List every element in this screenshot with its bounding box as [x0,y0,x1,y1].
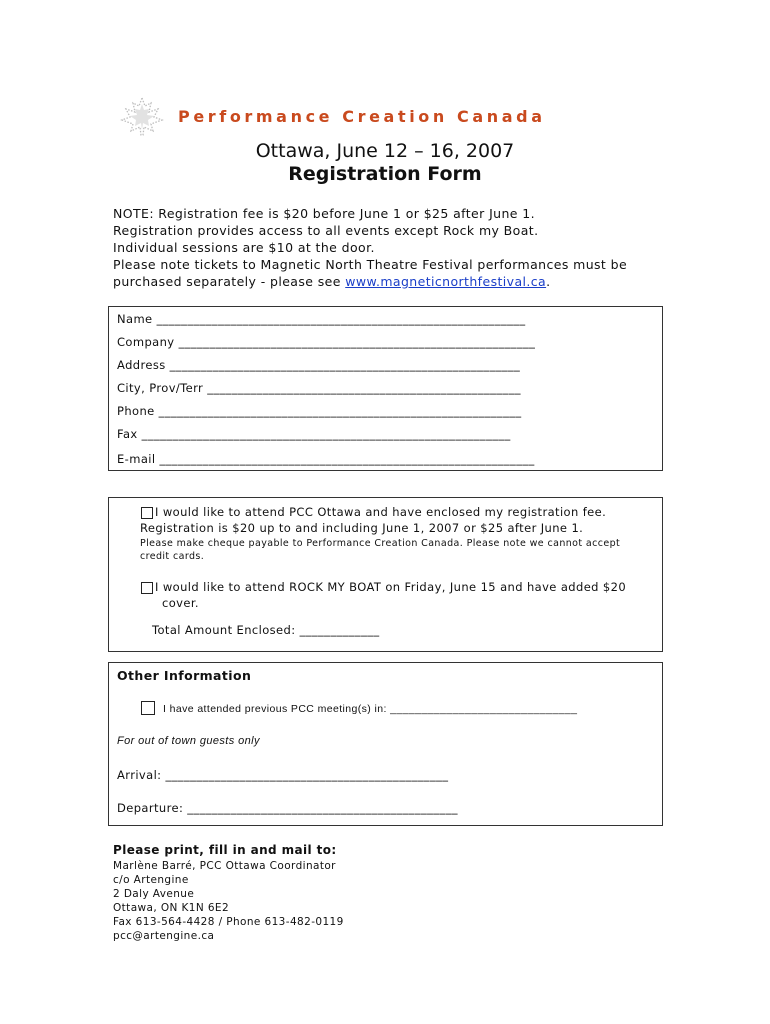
rock-my-boat-label: cover. [162,596,199,610]
address-line: Ottawa, ON K1N 6E2 [113,902,230,914]
maple-leaf-logo [120,96,164,136]
arrival-field[interactable]: Arrival: ______________________________________________ [117,768,449,782]
attend-option-label: I would like to attend PCC Ottawa and have enclosed my registration fee. [155,505,607,519]
email-address: pcc@artengine.ca [113,930,215,942]
checkbox-icon[interactable] [141,582,153,594]
address-line: 2 Daly Avenue [113,888,195,900]
festival-link[interactable]: www.magneticnorthfestival.ca [345,274,547,289]
fee-details: Registration is $20 up to and including June 1, 2007 or $25 after June 1. [140,521,584,535]
registration-note [113,205,653,290]
mailing-address [113,843,344,943]
note-line: Individual sessions are $10 at the door. [113,240,375,255]
total-amount-field[interactable]: Total Amount Enclosed: _____________ [152,623,380,637]
departure-field[interactable]: Departure: ____________________________________________ [117,801,458,815]
note-text: purchased separately - please see [113,274,346,289]
page-title: Ottawa, June 12 – 16, 2007 [255,140,515,162]
registration-options-box [108,497,663,652]
address-line: Marlène Barré, PCC Ottawa Coordinator [113,860,336,872]
company-field[interactable]: Company __________________________________________________________ [117,335,536,349]
checkbox-icon[interactable] [141,507,153,519]
note-text: . [546,274,551,289]
fax-field[interactable]: Fax ____________________________________________________________ [117,427,511,441]
out-of-town-label: For out of town guests only [117,735,260,747]
rock-my-boat-label: I would like to attend ROCK MY BOAT on Friday, June 15 and have added $20 [155,580,627,594]
cheque-note: Please make cheque payable to Performance Creation Canada. Please note we cannot accept [140,538,621,549]
address-field[interactable]: Address _________________________________________________________ [117,358,521,372]
note-line [113,273,653,290]
contact-info-box [108,306,663,471]
cheque-note: credit cards. [140,551,205,562]
form-title: Registration Form [288,163,482,185]
name-field[interactable]: Name ____________________________________________________________ [117,312,526,326]
checkbox-icon[interactable] [141,701,155,715]
other-information-box [108,662,663,826]
note-line: Please note tickets to Magnetic North Theatre Festival performances must be [113,257,628,272]
mailing-heading: Please print, fill in and mail to: [113,843,337,857]
city-field[interactable]: City, Prov/Terr ___________________________________________________ [117,381,521,395]
note-line: Registration provides access to all events except Rock my Boat. [113,223,539,238]
address-line: c/o Artengine [113,874,189,886]
section-heading: Other Information [117,668,252,683]
previous-meeting-field[interactable]: I have attended previous PCC meeting(s) in: ______________________________ [163,703,578,715]
note-line: NOTE: Registration fee is $20 before June 1 or $25 after June 1. [113,206,535,221]
brand-name: Performance Creation Canada [178,107,546,126]
email-field[interactable]: E-mail _____________________________________________________________ [117,452,535,466]
phone-field[interactable]: Phone ___________________________________________________________ [117,404,522,418]
address-line: Fax 613-564-4428 / Phone 613-482-0119 [113,916,344,928]
